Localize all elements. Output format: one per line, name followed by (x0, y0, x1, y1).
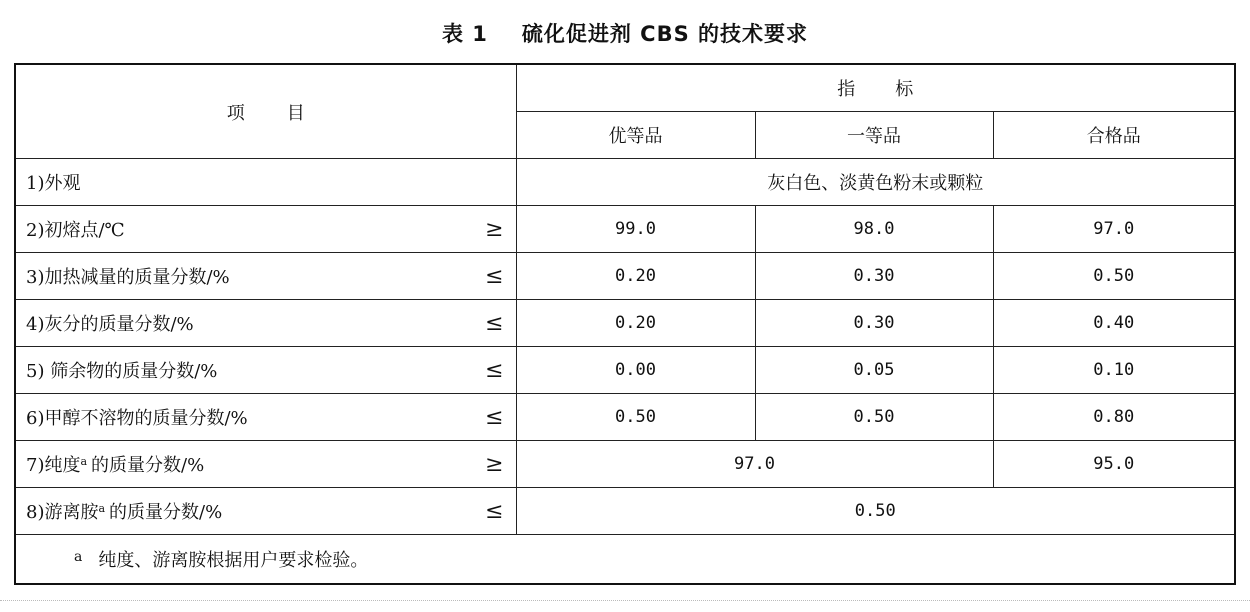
cell-value: 0.50 (516, 394, 755, 441)
cell-value: 0.30 (755, 300, 993, 347)
cell-value: 0.50 (993, 253, 1235, 300)
footnote (15, 535, 1235, 585)
row-label (15, 253, 516, 300)
row-label (15, 394, 516, 441)
row-label-text: 6)甲醇不溶物的质量分数/% (26, 408, 248, 429)
cell-value: 0.40 (993, 300, 1235, 347)
cell-value: 0.20 (516, 253, 755, 300)
row-label-text: 5) 筛余物的质量分数/% (26, 361, 218, 382)
comparison-sign: ≥ (485, 216, 504, 242)
row-label-text: 3)加热减量的质量分数/% (26, 267, 230, 288)
cell-merged-value: 0.50 (516, 488, 1235, 535)
row-label-text: 4)灰分的质量分数/% (26, 314, 194, 335)
row-label-text: 2)初熔点/℃ (26, 220, 125, 241)
header-row-1 (15, 64, 1235, 112)
cell-value: 0.00 (516, 347, 755, 394)
spec-table (14, 63, 1236, 585)
comparison-sign: ≥ (485, 451, 504, 477)
cell-merged: 灰白色、淡黄色粉末或颗粒 (516, 159, 1235, 206)
cell-value: 97.0 (993, 206, 1235, 253)
table-row (15, 347, 1235, 394)
comparison-sign: ≤ (485, 404, 504, 430)
row-label (15, 441, 516, 488)
row-label-pre: 8)游离胺 (26, 502, 99, 523)
cell-value: 99.0 (516, 206, 755, 253)
table-row (15, 253, 1235, 300)
row-label-post: 的质量分数/% (109, 502, 223, 523)
header-index: 指标 (516, 64, 1235, 112)
row-label-post: 的质量分数/% (91, 455, 205, 476)
row-label (15, 206, 516, 253)
comparison-sign: ≤ (485, 310, 504, 336)
cell-value: 95.0 (993, 441, 1235, 488)
header-grade-premium: 优等品 (516, 112, 755, 159)
row-label (15, 300, 516, 347)
cell-value: 0.80 (993, 394, 1235, 441)
table-row (15, 300, 1235, 347)
cell-value: 98.0 (755, 206, 993, 253)
cell-value: 0.10 (993, 347, 1235, 394)
cell-value: 0.30 (755, 253, 993, 300)
row-label (15, 347, 516, 394)
footnote-row (15, 535, 1235, 585)
table-title-text: 硫化促进剂 CBS 的技术要求 (521, 22, 809, 46)
table-title (0, 18, 1250, 48)
row-label-text (26, 498, 222, 524)
table-row (15, 488, 1235, 535)
row-label (15, 159, 516, 206)
row-label (15, 488, 516, 535)
comparison-sign: ≤ (485, 357, 504, 383)
cell-merged-value: 97.0 (516, 441, 993, 488)
cell-value: 0.50 (755, 394, 993, 441)
header-grade-first: 一等品 (755, 112, 993, 159)
row-label-text (26, 451, 204, 477)
table-number: 表 1 (441, 22, 488, 46)
footnote-mark: a (74, 549, 83, 565)
comparison-sign: ≤ (485, 263, 504, 289)
cell-value: 0.20 (516, 300, 755, 347)
table-row (15, 159, 1235, 206)
row-label-pre: 7)纯度 (26, 455, 81, 476)
row-label-text: 1)外观 (26, 173, 81, 194)
footnote-marker: a (98, 502, 106, 515)
page-edge-divider (0, 600, 1250, 602)
footnote-text: 纯度、游离胺根据用户要求检验。 (98, 550, 369, 571)
cell-value: 0.05 (755, 347, 993, 394)
table-row (15, 441, 1235, 488)
header-item: 项目 (15, 64, 516, 159)
table-row (15, 394, 1235, 441)
footnote-marker: a (80, 455, 88, 468)
header-grade-qualified: 合格品 (993, 112, 1235, 159)
table-row (15, 206, 1235, 253)
comparison-sign: ≤ (485, 498, 504, 524)
